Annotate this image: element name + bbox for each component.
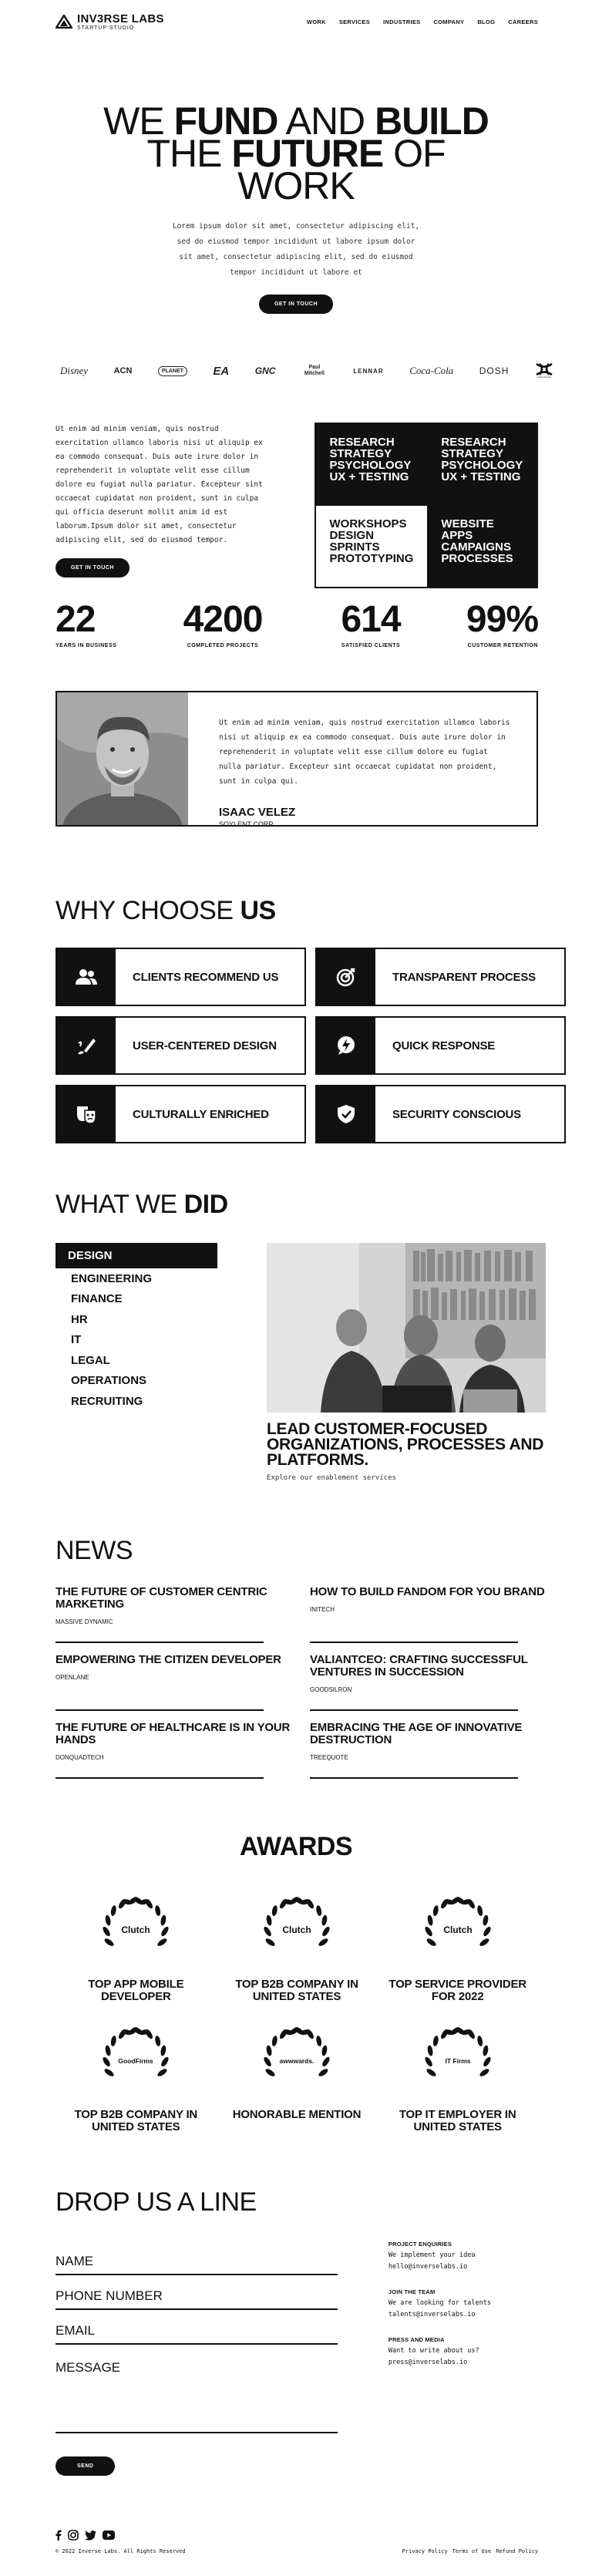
award-card xyxy=(217,2023,378,2133)
stats xyxy=(0,598,592,675)
awards xyxy=(0,1832,592,2133)
hero-get-in-touch-button[interactable]: GET IN TOUCH xyxy=(259,295,333,314)
message-field-wrapper xyxy=(56,2345,338,2433)
brand-logo-under-armour: Under Armour xyxy=(535,363,553,379)
news-source: INITECH xyxy=(310,1606,335,1613)
news-source: MASSIVE DYNAMIC xyxy=(56,1618,113,1625)
twitter-icon[interactable] xyxy=(85,2531,96,2541)
did-category-engineering[interactable]: ENGINEERING xyxy=(71,1271,153,1285)
news-source: GOODSILRON xyxy=(310,1686,352,1693)
news-divider xyxy=(310,1642,518,1643)
nav-blog[interactable]: BLOG xyxy=(477,18,496,25)
privacy-policy-link[interactable]: Privacy Policy xyxy=(402,2548,448,2554)
email-field-wrapper xyxy=(56,2310,338,2345)
stat-projects xyxy=(165,598,281,675)
award-card xyxy=(377,1893,538,2003)
news-divider xyxy=(310,1777,518,1779)
why-label: TRANSPARENT PROCESS xyxy=(392,970,536,984)
refund-policy-link[interactable]: Refund Policy xyxy=(496,2548,538,2554)
contact-form xyxy=(56,2241,338,2476)
award-card xyxy=(377,2023,538,2133)
pen-icon xyxy=(57,1018,116,1073)
hero-text: Lorem ipsum dolor sit amet, consectetur adipiscing elit, sed do eiusmod tempor incididunt ut labore ipsum dolor sit amet, consectetur adipiscing elit, sed do eiusmod tempor incididunt ut labore et xyxy=(172,222,420,277)
intro xyxy=(0,406,592,583)
why-card-security-conscious xyxy=(315,1085,566,1143)
news-divider xyxy=(310,1709,518,1711)
stat-clients xyxy=(313,598,429,675)
name-field[interactable] xyxy=(56,2254,338,2269)
team-photo-image-icon xyxy=(267,1243,546,1413)
hero-title: WE FUND AND BUILD THE FUTURE OF WORK xyxy=(103,99,489,207)
why-label: USER-CENTERED DESIGN xyxy=(133,1039,277,1052)
news-source: TREEQUOTE xyxy=(310,1754,348,1761)
stat-label: YEARS IN BUSINESS xyxy=(56,643,117,648)
news-item[interactable] xyxy=(56,1722,310,1790)
nav-services[interactable]: SERVICES xyxy=(338,18,371,25)
laurel-badge-icon xyxy=(97,2023,174,2097)
contact xyxy=(0,2187,592,2476)
laurel-badge-icon xyxy=(419,2023,496,2097)
award-badge-label: IT Firms xyxy=(445,2057,471,2065)
logo[interactable] xyxy=(56,13,164,31)
did-category-recruiting[interactable]: RECRUITING xyxy=(71,1394,143,1408)
name-field-wrapper xyxy=(56,2241,338,2275)
phone-field[interactable] xyxy=(56,2288,338,2304)
did-category-design[interactable]: DESIGN xyxy=(56,1243,217,1268)
news-source: DONQUADTECH xyxy=(56,1754,104,1761)
stat-label: COMPLETED PROJECTS xyxy=(187,643,259,648)
testimonial-name: ISAAC VELEZ xyxy=(219,806,296,819)
testimonial-company: SOYLENT CORP xyxy=(219,820,274,828)
laurel-badge-icon xyxy=(258,2023,335,2097)
news-divider xyxy=(56,1642,264,1643)
logo-subtitle: STARTUP STUDIO xyxy=(77,25,135,31)
why-label: SECURITY CONSCIOUS xyxy=(392,1107,521,1121)
brand-logo-acn: ACN xyxy=(113,366,133,375)
team-photo xyxy=(267,1243,546,1413)
testimonial xyxy=(56,691,538,827)
nav-company[interactable]: COMPANY xyxy=(433,18,465,25)
award-title: TOP B2B COMPANY IN UNITED STATES xyxy=(235,1978,358,2003)
brand-logo-ea: EA xyxy=(213,364,230,378)
did-category-operations[interactable]: OPERATIONS xyxy=(71,1374,147,1388)
hero xyxy=(0,43,592,336)
logo-mark-icon xyxy=(56,15,72,29)
news-divider xyxy=(56,1777,264,1779)
stat-value: 99% xyxy=(466,599,538,640)
terms-of-use-link[interactable]: Terms of Use xyxy=(452,2548,492,2554)
youtube-icon[interactable] xyxy=(103,2531,115,2540)
news-heading: NEWS xyxy=(56,1536,133,1565)
news-title: EMBRACING THE AGE OF INNOVATIVE DESTRUCTION xyxy=(310,1721,523,1746)
award-title: TOP APP MOBILE DEVELOPER xyxy=(88,1978,184,2003)
award-badge-label: Clutch xyxy=(442,1924,473,1935)
awards-grid xyxy=(56,1893,538,2133)
news-divider xyxy=(56,1709,264,1711)
brand-logo-paul-mitchell: Paul Mitchell xyxy=(304,365,325,376)
nav-industries[interactable]: INDUSTRIES xyxy=(383,18,421,25)
did-category-menu xyxy=(56,1243,217,1482)
award-badge-label: Clutch xyxy=(121,1924,150,1935)
masks-icon xyxy=(57,1086,116,1142)
laurel-badge-icon xyxy=(258,1893,335,1967)
email-field[interactable] xyxy=(56,2323,338,2339)
news-title: EMPOWERING THE CITIZEN DEVELOPER xyxy=(56,1653,281,1666)
news xyxy=(0,1536,592,1790)
stat-retention xyxy=(461,598,538,675)
social-links xyxy=(56,2530,538,2541)
avatar-portrait-icon xyxy=(57,692,188,825)
brand-logo-planet: PLANET xyxy=(158,366,187,376)
email-link[interactable]: hello@inverselabs.io xyxy=(388,2263,468,2271)
shield-icon xyxy=(317,1086,375,1142)
avatar xyxy=(57,692,188,825)
did-heading: WHAT WE DID xyxy=(56,1190,228,1219)
news-title: THE FUTURE OF CUSTOMER CENTRIC MARKETING xyxy=(56,1585,267,1611)
award-title: HONORABLE MENTION xyxy=(232,2108,362,2121)
stat-value: 614 xyxy=(341,599,401,640)
under-armour-icon xyxy=(535,363,553,375)
info-project-enquiries: PROJECT ENQUIRIES We implement your idea hello@inverselabs.io xyxy=(388,2241,538,2273)
nav-work[interactable]: WORK xyxy=(306,18,326,25)
award-title: TOP B2B COMPANY IN UNITED STATES xyxy=(74,2108,198,2133)
client-logos xyxy=(0,336,592,406)
news-item[interactable] xyxy=(56,1654,310,1722)
did-explore-link[interactable]: Explore our enablement services xyxy=(267,1474,396,1482)
brand-logo-disney: Disney xyxy=(60,365,89,376)
site-header xyxy=(0,0,592,43)
why-choose-us xyxy=(0,896,592,1143)
did-category-hr[interactable]: HR xyxy=(71,1312,88,1326)
phone-field-wrapper xyxy=(56,2275,338,2310)
award-badge-label: GoodFirms xyxy=(118,2057,153,2065)
message-field[interactable] xyxy=(56,2360,338,2422)
news-item[interactable] xyxy=(310,1586,564,1654)
news-source: OPENLANE xyxy=(56,1674,89,1681)
service-card-website[interactable]: WEBSITE APPS CAMPAIGNS PROCESSES xyxy=(427,506,536,588)
bolt-icon xyxy=(317,1018,375,1073)
stat-value: 22 xyxy=(56,599,96,640)
services-grid xyxy=(314,423,538,588)
stat-years xyxy=(56,598,133,675)
contact-info xyxy=(388,2241,538,2476)
why-card-culturally-enriched xyxy=(56,1085,306,1143)
brand-logo-gnc: GNC xyxy=(254,365,276,376)
service-card-workshops[interactable]: WORKSHOPS DESIGN SPRINTS PROTOTYPING xyxy=(316,506,428,588)
award-title: TOP SERVICE PROVIDER FOR 2022 xyxy=(388,1978,526,2003)
intro-text: Ut enim ad minim veniam, quis nostrud exercitation ullamco laboris nisi ut aliquip ex ea commodo consequat. Duis aute irure dolor in reprehenderit in voluptate velit esse cillum dolore eu fugiat nulla pariatur. Excepteur sint occaecat cupidatat non proident, sunt in culpa qui officia deserunt mollit anim id est laborum.Ipsum dolor sit amet, consectetur adipiscing elit, sed do eiusmod tempor. xyxy=(56,425,263,544)
news-title: VALIANTCEO: CRAFTING SUCCESSFUL VENTURES IN SUCCESSION xyxy=(310,1653,528,1679)
news-item[interactable] xyxy=(56,1586,310,1654)
logo-name: INV3RSE LABS xyxy=(77,12,164,25)
awards-heading: AWARDS xyxy=(239,1832,353,1861)
intro-get-in-touch-button[interactable]: GET IN TOUCH xyxy=(56,558,130,577)
brand-logo-lennar: LENNAR xyxy=(353,367,384,375)
stat-label: CUSTOMER RETENTION xyxy=(467,643,538,648)
info-join-team: JOIN THE TEAM We are looking for talents talents@inverselabs.io xyxy=(388,2288,538,2321)
service-card-research-2[interactable]: RESEARCH STRATEGY PSYCHOLOGY UX + TESTING xyxy=(427,424,536,506)
did-category-finance[interactable]: FINANCE xyxy=(71,1292,123,1306)
send-button[interactable]: SEND xyxy=(56,2456,115,2476)
did-title: LEAD CUSTOMER-FOCUSED ORGANIZATIONS, PROCESSES AND PLATFORMS. xyxy=(267,1420,544,1469)
news-item[interactable] xyxy=(310,1722,564,1790)
award-badge-label: awwwards. xyxy=(279,2057,314,2065)
stat-value: 4200 xyxy=(183,599,263,640)
did-category-it[interactable]: IT xyxy=(71,1333,82,1347)
why-label: QUICK RESPONSE xyxy=(392,1039,496,1052)
award-title: TOP IT EMPLOYER IN UNITED STATES xyxy=(399,2108,516,2133)
why-heading: WHY CHOOSE US xyxy=(56,896,276,925)
award-card xyxy=(217,1893,378,2003)
what-we-did xyxy=(0,1190,592,1482)
nav-careers[interactable]: CAREERS xyxy=(508,18,538,25)
why-card-user-centered-design xyxy=(56,1016,306,1075)
service-card-research[interactable]: RESEARCH STRATEGY PSYCHOLOGY UX + TESTING xyxy=(316,424,428,506)
main-nav xyxy=(307,19,538,25)
news-title: THE FUTURE OF HEALTHCARE IS IN YOUR HANDS xyxy=(56,1721,291,1746)
why-card-transparent-process xyxy=(315,948,566,1006)
brand-logo-coca-cola: Coca-Cola xyxy=(409,365,454,376)
target-icon xyxy=(317,949,375,1005)
info-press-media: PRESS AND MEDIA Want to write about us? press@inverselabs.io xyxy=(388,2336,538,2369)
did-category-legal[interactable]: LEGAL xyxy=(71,1353,110,1367)
news-title: HOW TO BUILD FANDOM FOR YOU BRAND xyxy=(310,1585,545,1598)
contact-heading: DROP US A LINE xyxy=(56,2187,257,2217)
why-label: CULTURALLY ENRICHED xyxy=(133,1107,269,1121)
footer xyxy=(56,2530,538,2576)
brand-logo-dosh: DOSH xyxy=(479,365,510,376)
why-label: CLIENTS RECOMMEND US xyxy=(133,970,279,984)
why-card-clients-recommend xyxy=(56,948,306,1006)
email-link[interactable]: talents@inverselabs.io xyxy=(388,2311,476,2318)
stat-label: SATISFIED CLIENTS xyxy=(341,643,401,648)
facebook-icon[interactable] xyxy=(56,2530,62,2541)
testimonial-quote: Ut enim ad minim veniam, quis nostrud exercitation ullamco laboris nisi ut aliquip ex ea commodo consequat. Duis aute irure dolor in reprehenderit in voluptate velit esse cillum dolore eu fugiat nulla pariatur. Excepteur sint occaecat cupidatat non proident, sunt in culpa qui. xyxy=(219,719,510,786)
award-card xyxy=(56,1893,217,2003)
email-link[interactable]: press@inverselabs.io xyxy=(388,2359,468,2366)
award-badge-label: Clutch xyxy=(282,1924,311,1935)
laurel-badge-icon xyxy=(419,1893,496,1967)
award-card xyxy=(56,2023,217,2133)
why-card-quick-response xyxy=(315,1016,566,1075)
news-item[interactable] xyxy=(310,1654,564,1722)
laurel-badge-icon xyxy=(97,1893,174,1967)
people-icon xyxy=(57,949,116,1005)
instagram-icon[interactable] xyxy=(68,2530,79,2541)
copyright: © 2022 Inverse Labs. All Rights Reserved xyxy=(56,2548,186,2554)
